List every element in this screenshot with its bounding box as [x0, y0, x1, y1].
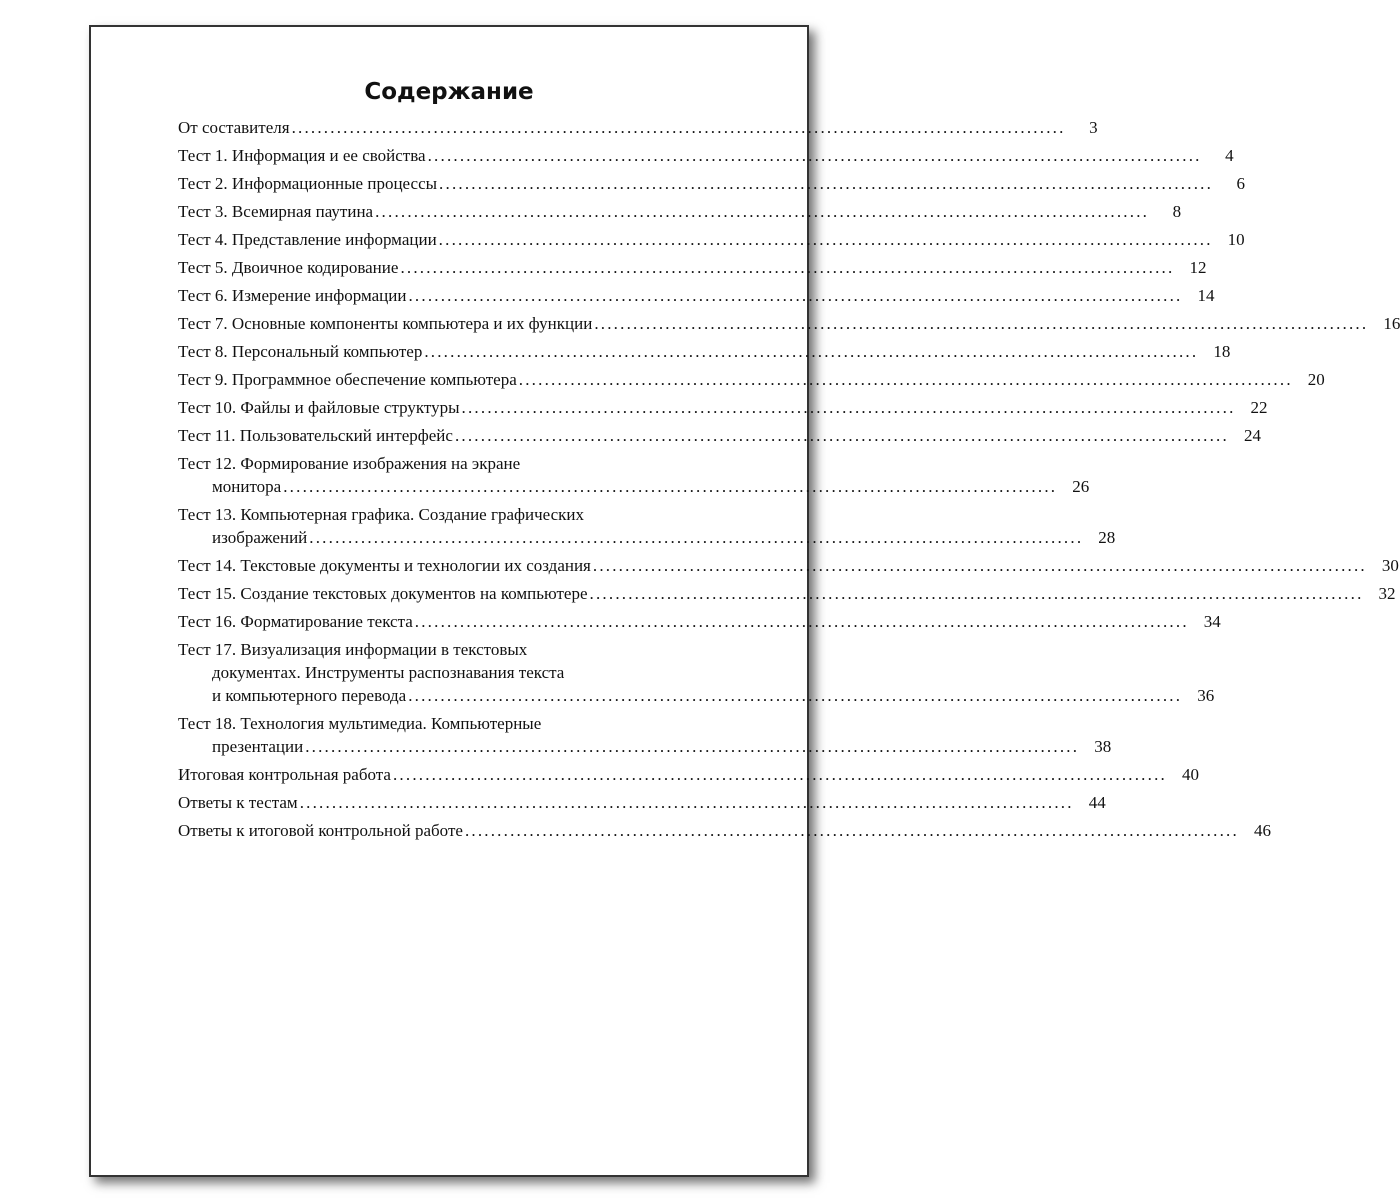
- dot-leader: ........................................................................................................................: [375, 202, 1150, 221]
- toc-entry-title: Тест 10. Файлы и файловые структуры: [178, 398, 460, 417]
- toc-entry-title: Тест 14. Текстовые документы и технологии их создания: [178, 556, 591, 575]
- toc-entry: [178, 172, 1246, 195]
- toc-entry-line: [178, 638, 725, 661]
- dot-leader: ........................................................................................................................: [438, 230, 1213, 249]
- page-number: 14: [1197, 286, 1215, 305]
- toc-entry-title: Тест 5. Двоичное кодирование: [178, 258, 399, 277]
- toc-entry-line: [178, 284, 1215, 307]
- toc-entry: [178, 452, 1090, 498]
- toc-entry: [178, 116, 1098, 139]
- page-number: 20: [1307, 370, 1325, 389]
- dot-leader: ........................................................................................................................: [309, 528, 1084, 547]
- toc-entry: [178, 424, 1261, 447]
- toc-entry-title: От составителя: [178, 118, 290, 137]
- toc-entry-title: изображений: [212, 528, 308, 547]
- toc-entry-line: [178, 340, 1231, 363]
- toc-entry: [178, 610, 1221, 633]
- dot-leader: ........................................................................................................................: [414, 612, 1189, 631]
- dot-leader: ........................................................................................................................: [464, 821, 1239, 840]
- toc-entry-line: [178, 763, 1199, 786]
- dot-leader: ........................................................................................................................: [408, 686, 1183, 705]
- page-number: 16: [1383, 314, 1400, 333]
- dot-leader: ........................................................................................................................: [427, 146, 1202, 165]
- toc-entry: [178, 368, 1325, 391]
- toc-entry-title: Тест 3. Всемирная паутина: [178, 202, 374, 221]
- toc-entry-title: презентации: [212, 737, 304, 756]
- toc-entry-line: [178, 610, 1221, 633]
- dot-leader: ........................................................................................................................: [589, 584, 1364, 603]
- toc-entry-title: Тест 12. Формирование изображения на экране: [178, 454, 521, 473]
- toc-entry-line: [178, 200, 1182, 223]
- page-number: 10: [1227, 230, 1245, 249]
- toc-entry-title: Ответы к тестам: [178, 793, 298, 812]
- page-number: 44: [1088, 793, 1106, 812]
- toc-entry-line: [178, 819, 1271, 842]
- toc-entry: [178, 256, 1207, 279]
- toc-entry-title: Тест 11. Пользовательский интерфейс: [178, 426, 453, 445]
- page-number: 32: [1378, 584, 1396, 603]
- dot-leader: ........................................................................................................................: [408, 286, 1183, 305]
- dot-leader: ........................................................................................................................: [424, 342, 1199, 361]
- toc-entry-title: и компьютерного перевода: [212, 686, 407, 705]
- toc-entry-title: Тест 8. Персональный компьютер: [178, 342, 423, 361]
- toc-entry-line: [178, 712, 725, 735]
- toc-entry-title: Тест 7. Основные компоненты компьютера и их функции: [178, 314, 593, 333]
- toc-entry-title: Тест 16. Форматирование текста: [178, 612, 413, 631]
- toc-entry: [178, 819, 1271, 842]
- page-number: 46: [1253, 821, 1271, 840]
- toc-entry-line: [178, 503, 725, 526]
- toc-entry-title: Тест 13. Компьютерная графика. Создание графических: [178, 505, 585, 524]
- toc-entry: [178, 503, 1116, 549]
- dot-leader: ........................................................................................................................: [518, 370, 1293, 389]
- page-number: 40: [1181, 765, 1199, 784]
- page-number: 34: [1203, 612, 1221, 631]
- toc-entry-line: [178, 256, 1207, 279]
- toc-entry-title: документах. Инструменты распознавания текста: [212, 663, 565, 682]
- page-number: 28: [1098, 528, 1116, 547]
- toc-entry-line: [178, 661, 725, 684]
- page-number: 30: [1381, 556, 1399, 575]
- page-number: 6: [1236, 174, 1246, 193]
- toc-entry: [178, 638, 1215, 707]
- dot-leader: ........................................................................................................................: [283, 477, 1058, 496]
- dot-leader: ........................................................................................................................: [454, 426, 1229, 445]
- toc-entry: [178, 228, 1245, 251]
- toc-entry-title: Тест 18. Технология мультимедиа. Компьютерные: [178, 714, 542, 733]
- toc-entry-line: [178, 684, 1215, 707]
- page-number: 18: [1213, 342, 1231, 361]
- toc-entry-title: Тест 6. Измерение информации: [178, 286, 407, 305]
- toc-entry-title: монитора: [212, 477, 282, 496]
- toc-entry: [178, 554, 1399, 577]
- page-title: Содержание: [364, 79, 534, 105]
- toc-entry-line: [178, 228, 1245, 251]
- page-number: 8: [1172, 202, 1182, 221]
- toc-entry-line: [178, 735, 1112, 758]
- dot-leader: ........................................................................................................................: [299, 793, 1074, 812]
- dot-leader: ........................................................................................................................: [594, 314, 1369, 333]
- toc-entry: [178, 200, 1182, 223]
- toc-entry-title: Тест 9. Программное обеспечение компьютера: [178, 370, 517, 389]
- toc-entry-line: [178, 554, 1399, 577]
- dot-leader: ........................................................................................................................: [461, 398, 1236, 417]
- dot-leader: ........................................................................................................................: [439, 174, 1214, 193]
- toc-entry-line: [178, 791, 1106, 814]
- page-number: 26: [1072, 477, 1090, 496]
- page-number: 12: [1189, 258, 1207, 277]
- toc-entry-title: Тест 4. Представление информации: [178, 230, 437, 249]
- toc-entry: [178, 582, 1396, 605]
- toc-entry-line: [178, 144, 1234, 167]
- toc-entry-line: [178, 312, 1400, 335]
- toc-entry-title: Итоговая контрольная работа: [178, 765, 391, 784]
- dot-leader: ........................................................................................................................: [592, 556, 1367, 575]
- toc-entry-line: [178, 526, 1116, 549]
- toc-entry: [178, 396, 1268, 419]
- dot-leader: ........................................................................................................................: [305, 737, 1080, 756]
- table-of-contents: [178, 116, 1400, 847]
- toc-entry-line: [178, 475, 1090, 498]
- toc-entry-title: Тест 2. Информационные процессы: [178, 174, 438, 193]
- toc-entry: [178, 791, 1106, 814]
- toc-entry-title: Тест 15. Создание текстовых документов на компьютере: [178, 584, 588, 603]
- toc-entry-line: [178, 452, 725, 475]
- toc-entry-title: Тест 17. Визуализация информации в текстовых: [178, 640, 528, 659]
- toc-entry: [178, 763, 1199, 786]
- toc-entry-line: [178, 116, 1098, 139]
- toc-entry: [178, 312, 1400, 335]
- toc-entry-title: Ответы к итоговой контрольной работе: [178, 821, 463, 840]
- toc-entry: [178, 712, 1112, 758]
- toc-entry: [178, 144, 1234, 167]
- page-number: 4: [1225, 146, 1234, 165]
- toc-entry-title: Тест 1. Информация и ее свойства: [178, 146, 426, 165]
- dot-leader: ........................................................................................................................: [392, 765, 1167, 784]
- toc-entry-line: [178, 172, 1246, 195]
- dot-leader: ........................................................................................................................: [291, 118, 1066, 137]
- page-number: 22: [1250, 398, 1268, 417]
- page-number: 38: [1094, 737, 1112, 756]
- document-page: [89, 25, 1400, 1177]
- page-number: 24: [1243, 426, 1261, 445]
- toc-entry-line: [178, 396, 1268, 419]
- page-number: 3: [1089, 118, 1098, 137]
- toc-entry-line: [178, 368, 1325, 391]
- toc-entry: [178, 340, 1231, 363]
- toc-entry: [178, 284, 1215, 307]
- toc-entry-line: [178, 424, 1261, 447]
- dot-leader: ........................................................................................................................: [400, 258, 1175, 277]
- toc-entry-line: [178, 582, 1396, 605]
- page-number: 36: [1197, 686, 1215, 705]
